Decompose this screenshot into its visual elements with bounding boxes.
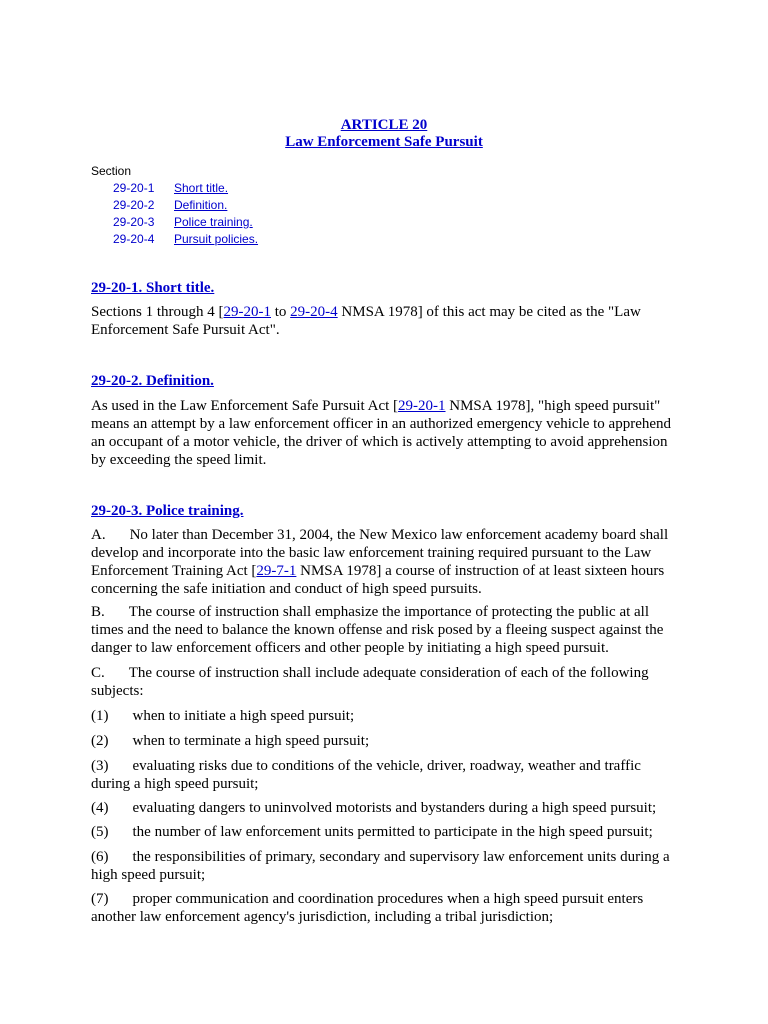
toc-item[interactable] <box>91 214 258 231</box>
section-heading-definition[interactable]: 29-20-2. Definition. <box>91 373 214 389</box>
list-item: (2) when to terminate a high speed pursuit; <box>91 733 370 749</box>
cross-ref-link[interactable]: 29-20-1 <box>398 398 446 414</box>
section-heading-short-title[interactable]: 29-20-1. Short title. <box>91 280 215 296</box>
cross-ref-link[interactable]: 29-7-1 <box>256 563 297 579</box>
list-item: (3) evaluating risks due to conditions of the vehicle, driver, roadway, weather and traffic during a high speed pursuit; <box>91 758 641 792</box>
list-item: (4) evaluating dangers to uninvolved motorists and bystanders during a high speed pursuit; <box>91 800 657 816</box>
paragraph-a: A. No later than December 31, 2004, the New Mexico law enforcement academy board shall develop and incorporate into the basic law enforcement training required pursuant to the Law Enforcement Training Act [29-7-1 NMSA 1978] a course of instruction of at least sixteen hours concerning the safe initiation and conduct of high speed pursuits. <box>91 527 669 597</box>
section-heading-police-training[interactable]: 29-20-3. Police training. <box>91 503 244 519</box>
toc-item[interactable] <box>91 180 258 197</box>
paragraph-c: C. The course of instruction shall include adequate consideration of each of the following subjects: <box>91 665 649 699</box>
section-text-definition: As used in the Law Enforcement Safe Pursuit Act [29-20-1 NMSA 1978], "high speed pursuit" means an attempt by a law enforcement officer in an authorized emergency vehicle to apprehend an occupant of a motor vehicle, the driver of which is actively attempting to avoid apprehension by exceeding the speed limit. <box>91 398 672 468</box>
paragraph-b: B. The course of instruction shall emphasize the importance of protecting the public at all times and the need to balance the known offense and risk posed by a fleeing suspect against the danger to law enforcement officers and other people by initiating a high speed pursuit. <box>91 604 664 656</box>
article-name-link[interactable]: Law Enforcement Safe Pursuit <box>285 134 483 150</box>
cross-ref-link[interactable]: 29-20-1 <box>223 304 271 320</box>
article-title <box>0 117 768 151</box>
section-text-short-title: Sections 1 through 4 [29-20-1 to 29-20-4 NMSA 1978] of this act may be cited as the "Law Enforcement Safe Pursuit Act". <box>91 304 641 338</box>
toc-item-link[interactable]: 29-20-2 Definition. <box>113 198 228 212</box>
toc-item-link[interactable]: 29-20-4 Pursuit policies. <box>113 232 259 246</box>
list-item: (1) when to initiate a high speed pursuit; <box>91 708 355 724</box>
toc-item[interactable] <box>91 197 258 214</box>
toc-item[interactable] <box>91 231 258 248</box>
cross-ref-link[interactable]: 29-20-4 <box>290 304 338 320</box>
list-item: (5) the number of law enforcement units permitted to participate in the high speed pursuit; <box>91 824 653 840</box>
list-item: (6) the responsibilities of primary, secondary and supervisory law enforcement units during a high speed pursuit; <box>91 849 670 883</box>
article-number-link[interactable]: ARTICLE 20 <box>340 117 428 133</box>
section-index <box>91 163 258 248</box>
toc-item-link[interactable]: 29-20-1 Short title. <box>113 181 229 195</box>
list-item: (7) proper communication and coordination procedures when a high speed pursuit enters another law enforcement agency's jurisdiction, including a tribal jurisdiction; <box>91 891 644 925</box>
section-index-label: Section <box>91 164 132 178</box>
toc-item-link[interactable]: 29-20-3 Police training. <box>113 215 253 229</box>
